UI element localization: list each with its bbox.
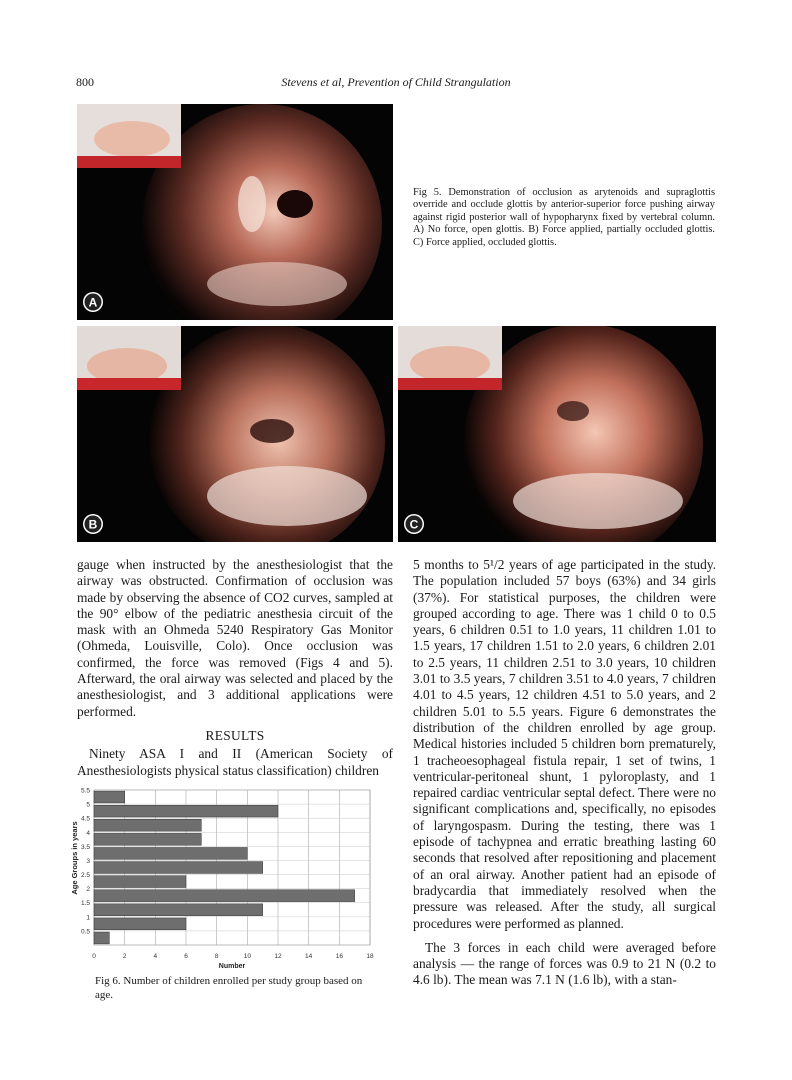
chart-y-tick-label: 2.5 (80, 872, 90, 880)
chart-y-tick-label: 1.5 (80, 900, 90, 908)
chart-bar (94, 791, 125, 803)
chart-bar (94, 862, 263, 874)
chart-bar (94, 833, 201, 845)
body-paragraph: Ninety ASA I and II (American Society of Anesthesiologists physical status classification) children (77, 746, 393, 778)
chart-y-tick-label: 5.5 (80, 787, 90, 795)
chart-bar (94, 819, 201, 831)
section-heading-results: RESULTS (205, 727, 265, 743)
endoscopy-photo-a (77, 104, 393, 320)
chart-bar (94, 805, 278, 817)
chart-x-tick-label: 12 (274, 953, 282, 960)
panel-label-a: A (88, 295, 98, 310)
chart-bar (94, 918, 186, 930)
chart-bar (94, 876, 186, 888)
chart-x-axis-label: Number (218, 963, 246, 970)
page-number: 800 (76, 75, 94, 89)
chart-x-tick-label: 2 (122, 953, 127, 960)
chart-bar (94, 890, 355, 902)
chart-bar (94, 904, 263, 916)
chart-y-tick-label: 2 (86, 886, 90, 894)
chart-x-tick-label: 10 (243, 953, 251, 960)
chart-y-tick-label: 0.5 (80, 928, 90, 936)
chart-x-tick-label: 16 (335, 953, 343, 960)
chart-x-tick-label: 4 (153, 953, 158, 960)
chart-x-tick-label: 14 (305, 953, 313, 960)
left-column (77, 557, 393, 779)
chart-x-ticks (92, 953, 374, 960)
panel-label-c: C (409, 517, 419, 532)
chart-x-tick-label: 0 (92, 953, 96, 960)
body-paragraph: The 3 forces in each child were averaged before analysis — the range of forces was 0.9 to 21 N (0.2 to 4.6 lb). The mean was 7.1 N (1.6 lb), with a stan- (413, 939, 716, 988)
figure5-caption: Fig 5. Demonstration of occlusion as arytenoids and supraglottis override and occlude glottis by anterior-superior force pushing airway against rigid posterior wall of hypopharynx fixed by vertebral column. A) No force, open glottis. B) Force applied, partially occluded glottis. C) Force applied, occluded glottis. (413, 187, 715, 248)
chart-x-tick-label: 18 (366, 953, 374, 960)
chart-x-tick-label: 8 (214, 953, 219, 960)
panel-label-b: B (88, 517, 98, 532)
running-title: Stevens et al, Prevention of Child Strangulation (281, 75, 511, 89)
chart-x-tick-label: 6 (184, 953, 188, 960)
chart-y-tick-label: 4.5 (80, 815, 90, 823)
chart-y-tick-label: 5 (86, 801, 90, 809)
endoscopy-photo-c (398, 326, 716, 542)
chart-y-tick-label: 1 (86, 914, 90, 922)
endoscopy-photo-b (77, 326, 393, 542)
body-paragraph: 5 months to 5¹/2 years of age participated in the study. The population included 57 boys (63%) and 34 girls (37%). For statistical purposes, the children were grouped according to age. There was 1 child 0 to 0.5 years, 6 children 0.51 to 1.0 years, 11 children 1.01 to 1.5 years, 17 children 1.51 to 2.0 years, 6 children 2.01 to 2.5 years, 11 children 2.51 to 3.0 years, 10 children 3.01 to 3.5 years, 7 children 3.51 to 4.0 years, 7 children 4.01 to 4.5 years, 12 children 4.51 to 5.0 years, and 2 children 5.01 to 5.5 years. Figure 6 demonstrates the distribution of the children enrolled by age group. Medical histories included 5 children born prematurely, 1 tracheoesophageal fistula repair, 1 set of twins, 1 ventricular-peritoneal shunt, 1 pyloroplasty, and 1 repaired cardiac ventricular septal defect. There were no significant complications and, specifically, no episodes of laryngospasm. During the testing, there was 1 episode of tachypnea and erratic breathing lasting 60 seconds that resolved after repositioning and placement of an oral airway. Another patient had an episode of bradycardia that immediately resolved when the pressure was released. After the study, all surgical procedures were performed as planned. (413, 557, 716, 931)
chart-y-axis-label: Age Groups in years (70, 821, 79, 895)
chart-bar (94, 932, 109, 944)
chart-y-tick-label: 4 (86, 829, 90, 837)
chart-y-ticks (81, 788, 90, 936)
figure6-caption: Fig 6. Number of children enrolled per study group based on age. (95, 975, 363, 1001)
body-paragraph: gauge when instructed by the anesthesiologist that the airway was obstructed. Confirmation of occlusion was made by observing the absence of CO2 curves, sampled at the 90° elbow of the pediatric anesthesia circuit of the mask with an Ohmeda 5240 Respiratory Gas Monitor (Ohmeda, Louisville, Colo). Once occlusion was confirmed, the force was removed (Figs 4 and 5). Afterward, the oral airway was selected and placed by the anesthesiologist, and 3 additional applications were performed. (77, 557, 393, 719)
chart-y-tick-label: 3.5 (80, 843, 90, 851)
chart-bar (94, 847, 247, 859)
figure6-bar-chart (62, 760, 382, 975)
right-column (413, 557, 716, 989)
chart-y-tick-label: 3 (86, 857, 90, 865)
